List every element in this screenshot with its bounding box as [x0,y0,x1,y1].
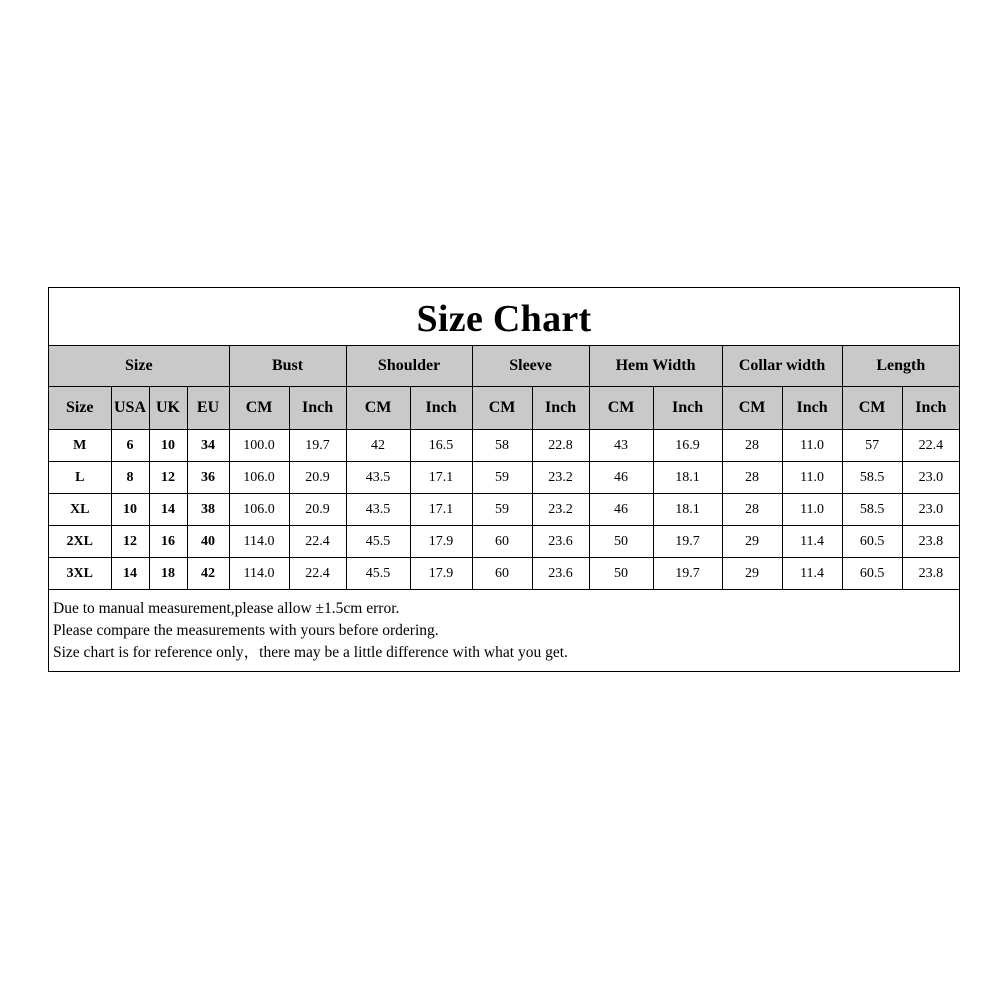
group-header-length: Length [842,346,959,387]
size-label-cell: 3XL [49,558,111,590]
table-cell: 6 [111,430,149,462]
table-cell: 14 [149,494,187,526]
unit-header: CM [842,387,902,430]
table-cell: 36 [187,462,229,494]
table-cell: 28 [722,430,782,462]
table-cell: 12 [149,462,187,494]
table-cell: 11.0 [782,430,842,462]
table-cell: 17.9 [410,526,472,558]
table-cell: 10 [111,494,149,526]
table-cell: 19.7 [653,558,722,590]
group-header-size: Size [49,346,229,387]
note-line: Please compare the measurements with yours before ordering. [53,622,439,639]
table-cell: 58 [472,430,532,462]
note-line: Due to manual measurement,please allow ±1.5cm error. [53,600,400,617]
chart-title: Size Chart [416,297,592,340]
table-cell: 18.1 [653,462,722,494]
table-cell: 58.5 [842,462,902,494]
table-cell: 23.6 [532,558,589,590]
table-cell: 114.0 [229,526,289,558]
group-header-row [49,346,959,387]
table-cell: 45.5 [346,526,410,558]
table-cell: 28 [722,462,782,494]
table-cell: 16.5 [410,430,472,462]
table-cell: 22.4 [289,526,346,558]
table-cell: 28 [722,494,782,526]
unit-header-row [49,387,959,430]
table-cell: 18.1 [653,494,722,526]
table-cell: 17.1 [410,462,472,494]
table-cell: 16.9 [653,430,722,462]
table-row [49,462,959,494]
table-cell: 22.8 [532,430,589,462]
table-cell: 19.7 [289,430,346,462]
table-cell: 23.0 [902,494,959,526]
table-row [49,494,959,526]
table-cell: 23.0 [902,462,959,494]
table-cell: 18 [149,558,187,590]
size-label-cell: 2XL [49,526,111,558]
unit-header: Inch [410,387,472,430]
table-cell: 46 [589,494,653,526]
unit-header: CM [589,387,653,430]
table-cell: 43.5 [346,462,410,494]
table-row [49,526,959,558]
table-cell: 23.6 [532,526,589,558]
table-cell: 100.0 [229,430,289,462]
table-cell: 16 [149,526,187,558]
table-cell: 114.0 [229,558,289,590]
table-cell: 59 [472,462,532,494]
group-header-hem-width: Hem Width [589,346,722,387]
table-cell: 34 [187,430,229,462]
table-cell: 23.2 [532,462,589,494]
unit-header: Inch [782,387,842,430]
table-row [49,430,959,462]
unit-header: Size [49,387,111,430]
unit-header: CM [722,387,782,430]
unit-header: USA [111,387,149,430]
table-cell: 42 [187,558,229,590]
table-cell: 10 [149,430,187,462]
table-cell: 11.0 [782,462,842,494]
table-cell: 60.5 [842,558,902,590]
table-cell: 106.0 [229,462,289,494]
table-cell: 50 [589,526,653,558]
unit-header: Inch [532,387,589,430]
unit-header: CM [229,387,289,430]
table-cell: 14 [111,558,149,590]
table-cell: 46 [589,462,653,494]
table-cell: 42 [346,430,410,462]
group-header-bust: Bust [229,346,346,387]
table-cell: 43.5 [346,494,410,526]
unit-header: UK [149,387,187,430]
table-cell: 29 [722,526,782,558]
table-body [49,430,959,590]
table-cell: 19.7 [653,526,722,558]
table-cell: 8 [111,462,149,494]
table-cell: 29 [722,558,782,590]
table-cell: 106.0 [229,494,289,526]
table-cell: 60 [472,526,532,558]
table-cell: 20.9 [289,494,346,526]
table-cell: 23.8 [902,558,959,590]
table-cell: 38 [187,494,229,526]
table-cell: 11.4 [782,558,842,590]
unit-header: CM [472,387,532,430]
unit-header: Inch [902,387,959,430]
table-cell: 20.9 [289,462,346,494]
unit-header: EU [187,387,229,430]
unit-header: Inch [289,387,346,430]
table-cell: 40 [187,526,229,558]
table-cell: 22.4 [289,558,346,590]
table-cell: 11.4 [782,526,842,558]
table-cell: 58.5 [842,494,902,526]
table-row [49,558,959,590]
notes [49,590,959,664]
table-cell: 43 [589,430,653,462]
title-row [49,288,959,346]
group-header-collar-width: Collar width [722,346,842,387]
unit-header: Inch [653,387,722,430]
size-chart [48,287,960,672]
table-cell: 23.8 [902,526,959,558]
table-cell: 11.0 [782,494,842,526]
table-cell: 59 [472,494,532,526]
table-cell: 57 [842,430,902,462]
table-cell: 22.4 [902,430,959,462]
table-cell: 45.5 [346,558,410,590]
table-cell: 12 [111,526,149,558]
table-cell: 60.5 [842,526,902,558]
table-cell: 17.1 [410,494,472,526]
size-label-cell: XL [49,494,111,526]
table-cell: 17.9 [410,558,472,590]
size-label-cell: M [49,430,111,462]
size-table [49,346,959,590]
unit-header: CM [346,387,410,430]
group-header-sleeve: Sleeve [472,346,589,387]
note-line: Size chart is for reference only，there may be a little difference with what you get. [53,644,568,661]
group-header-shoulder: Shoulder [346,346,472,387]
table-cell: 50 [589,558,653,590]
table-cell: 23.2 [532,494,589,526]
size-label-cell: L [49,462,111,494]
table-cell: 60 [472,558,532,590]
